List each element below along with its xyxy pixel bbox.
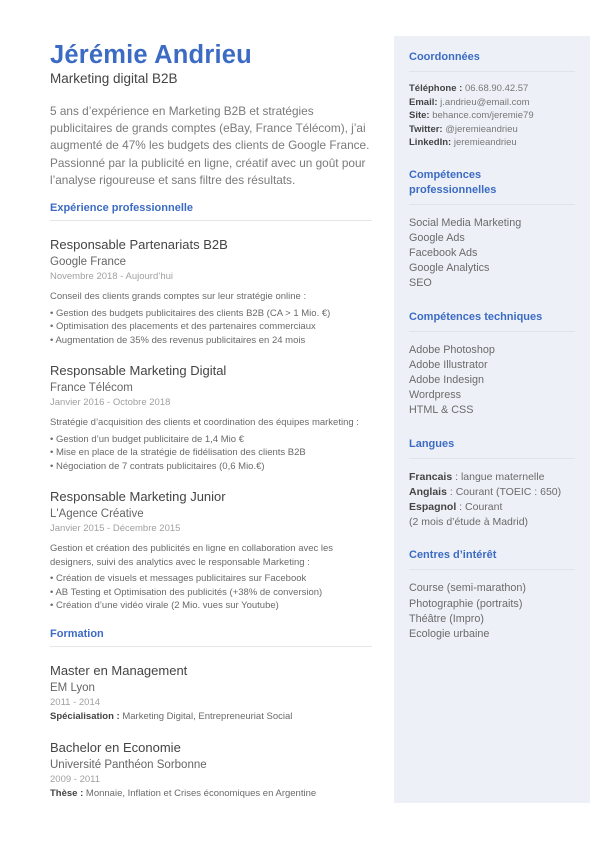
interest-item: Théâtre (Impro) [409, 612, 484, 625]
education-detail [50, 787, 372, 801]
main-column [50, 40, 372, 801]
job-bullets [50, 433, 372, 474]
education-entry [50, 662, 372, 724]
interests-heading: Centres d’intérêt [409, 548, 575, 570]
tech-skill-item: Wordpress [409, 389, 462, 402]
job-bullet: • Augmentation de 35% des revenus publicitaires en 24 mois [50, 334, 372, 348]
degree-title: Bachelor en Economie [50, 739, 181, 755]
website-line[interactable]: Site: behance.com/jeremie79 [409, 110, 534, 121]
tech-skill-item: Adobe Indesign [409, 373, 485, 386]
linkedin-line[interactable]: LinkedIn: jeremieandrieu [409, 137, 517, 148]
education-entry [50, 739, 372, 801]
detail-text: Marketing Digital, Entrepreneuriat Social [119, 710, 293, 722]
job-entry [50, 488, 372, 613]
job-description: Stratégie d’acquisition des clients et coordination des équipes marketing : [50, 417, 359, 429]
job-title: Responsable Marketing Digital [50, 363, 227, 379]
tech-skills-heading: Compétences techniques [409, 310, 575, 332]
sidebar [394, 36, 590, 803]
education-dates: 2009 - 2011 [50, 773, 101, 785]
interest-item: Photographie (portraits) [409, 597, 523, 610]
skill-item: Google Analytics [409, 262, 490, 275]
pro-skills-section [409, 168, 575, 292]
candidate-name: Jérémie Andrieu [50, 41, 252, 69]
email-line[interactable]: Email: j.andrieu@email.com [409, 96, 530, 108]
language-item: Espagnol : Courant [409, 500, 503, 513]
tech-skill-item: HTML & CSS [409, 404, 474, 417]
school-name: Université Panthéon Sorbonne [50, 758, 207, 771]
candidate-title: Marketing digital B2B [50, 71, 178, 86]
tech-skills-section [409, 310, 575, 419]
skill-item: Facebook Ads [409, 246, 478, 259]
job-bullet: • AB Testing et Optimisation des publicités (+38% de conversion) [50, 586, 372, 600]
interest-item: Course (semi-marathon) [409, 582, 526, 595]
tech-skill-item: Adobe Illustrator [409, 358, 488, 371]
languages-heading: Langues [409, 437, 575, 459]
language-item: Francais : langue maternelle [409, 470, 545, 483]
degree-title: Master en Management [50, 662, 188, 678]
job-bullet: • Création de visuels et messages publicitaires sur Facebook [50, 572, 372, 586]
education-heading: Formation [50, 628, 372, 647]
job-dates: Janvier 2015 - Décembre 2015 [50, 523, 181, 535]
job-entry [50, 362, 372, 473]
job-bullets [50, 572, 372, 613]
job-bullet: • Création d’une vidéo virale (2 Mio. vues sur Youtube) [50, 599, 372, 613]
twitter-line[interactable]: Twitter: @jeremieandrieu [409, 123, 518, 135]
job-bullet: • Gestion des budgets publicitaires des clients B2B (CA > 1 Mio. €) [50, 307, 372, 321]
job-bullets [50, 307, 372, 348]
interest-item: Ecologie urbaine [409, 627, 490, 640]
job-title: Responsable Marketing Junior [50, 489, 226, 505]
detail-text: Monnaie, Inflation et Crises économiques en Argentine [83, 787, 317, 799]
job-bullet: • Optimisation des placements et des partenaires commerciaux [50, 320, 372, 334]
education-detail [50, 710, 372, 724]
contact-section [409, 50, 575, 150]
interests-section [409, 548, 575, 642]
job-entry [50, 236, 372, 347]
skill-item: Google Ads [409, 231, 465, 244]
job-company: Google France [50, 256, 127, 269]
pro-skills-heading: Compétences professionnelles [409, 168, 575, 205]
detail-label: Thèse : [50, 787, 84, 799]
job-title: Responsable Partenariats B2B [50, 237, 228, 253]
profile-summary: 5 ans d’expérience en Marketing B2B et stratégies publicitaires de grands comptes (eBay, France Télécom), j’ai augmenté de 47% les budgets des clients de Google France. Passionné par la publicité en ligne, créatif avec un goût pour l’analyse rigoureuse et sans filtre des résultats. [50, 104, 370, 187]
tech-skill-item: Adobe Photoshop [409, 343, 495, 356]
language-note: (2 mois d’étude à Madrid) [409, 516, 529, 529]
experience-heading: Expérience professionnelle [50, 202, 372, 221]
job-dates: Novembre 2018 - Aujourd’hui [50, 271, 174, 283]
language-item: Anglais : Courant (TOEIC : 650) [409, 485, 562, 498]
skill-item: Social Media Marketing [409, 216, 522, 229]
languages-section [409, 437, 575, 531]
school-name: EM Lyon [50, 681, 95, 694]
phone-line: Téléphone : 06.68.90.42.57 [409, 83, 529, 94]
education-dates: 2011 - 2014 [50, 696, 101, 708]
skill-item: SEO [409, 277, 432, 290]
job-description: Gestion et création des publicités en ligne en collaboration avec les designers, suivi des analytics avec le responsable Marketing : [50, 543, 334, 568]
job-company: L'Agence Créative [50, 508, 144, 521]
job-dates: Janvier 2016 - Octobre 2018 [50, 397, 171, 409]
job-bullet: • Négociation de 7 contrats publicitaires (0,6 Mio.€) [50, 460, 372, 474]
job-company: France Télécom [50, 382, 133, 395]
detail-label: Spécialisation : [50, 710, 120, 722]
job-bullet: • Gestion d’un budget publicitaire de 1,4 Mio € [50, 433, 372, 447]
contact-heading: Coordonnées [409, 50, 575, 72]
job-bullet: • Mise en place de la stratégie de fidélisation des clients B2B [50, 446, 372, 460]
job-description: Conseil des clients grands comptes sur leur stratégie online : [50, 291, 307, 303]
